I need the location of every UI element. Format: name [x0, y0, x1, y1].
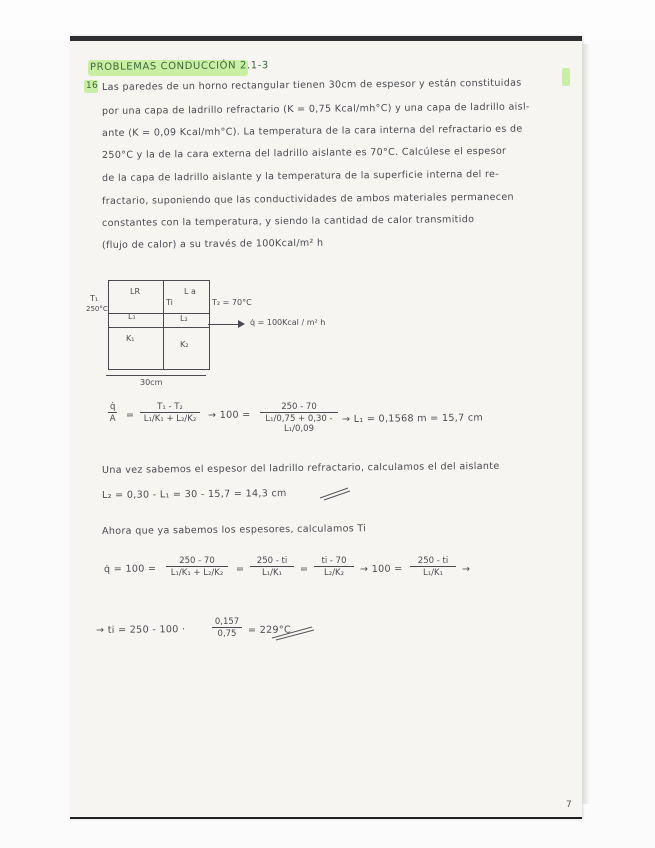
- eq4-num: 0,157: [212, 617, 242, 628]
- statement-line-5: de la capa de ladrillo aislante y la temperatura de la superficie interna del re-: [101, 168, 500, 184]
- eq1-step-fraction: [260, 402, 338, 434]
- eq1-lhs-num: q̇: [110, 402, 116, 412]
- eq1-step-den-l1: L₁: [265, 414, 274, 424]
- eq1-den-l1: L₁: [143, 414, 152, 424]
- eq3-fraction-1: [166, 556, 228, 578]
- label-refractory-layer: LR: [130, 287, 141, 296]
- text-calc-ti: Ahora que ya sabemos los espesores, calculamos Ti: [101, 523, 367, 537]
- label-k1: K₁: [126, 334, 135, 343]
- label-thickness: 30cm: [140, 378, 163, 387]
- eq1-step-den-k1: 0,75: [276, 414, 296, 424]
- eq3-f3-den: L₂/K₂: [324, 568, 344, 578]
- eq1-den-k1: K₁: [154, 414, 164, 424]
- label-heat-flux: q̇ = 100Kcal / m² h: [250, 318, 326, 327]
- eq4-fraction: [212, 617, 242, 639]
- thickness-dimension-line: [106, 375, 206, 376]
- eq2-insulating-thickness: L₂ = 0,30 - L₁ = 30 - 15,7 = 14,3 cm: [101, 488, 287, 501]
- eq1-step-den: L₁/0,75 + 0,30 - L₁/0,09: [265, 414, 333, 434]
- label-ti: Ti: [166, 298, 173, 307]
- eq3-f2-den: L₁/K₁: [262, 568, 282, 578]
- problem-number: 16: [85, 80, 99, 91]
- statement-line-6: fractario, suponiendo que las conductividades de ambos materiales permanecen: [101, 191, 514, 207]
- eq3-f4-den: L₁/K₁: [423, 568, 443, 578]
- eq1-equals: =: [125, 409, 135, 421]
- label-t2: T₂ = 70°C: [212, 298, 252, 307]
- photo-top-edge: [0, 0, 655, 40]
- margin-highlight-mark: [562, 68, 570, 86]
- statement-line-3: ante (K = 0,09 Kcal/mh°C). La temperatura de la cara interna del refractario es de: [101, 123, 523, 139]
- eq1-plus: +: [166, 414, 174, 424]
- eq3-equals-1: =: [235, 563, 245, 575]
- statement-line-1: Las paredes de un horno rectangular tienen 30cm de espesor y están constituidas: [101, 77, 522, 93]
- heat-flow-arrow: [208, 324, 240, 325]
- eq1-lhs-fraction: [108, 402, 117, 424]
- eq1-den-l2: L₂: [176, 414, 185, 424]
- eq1-step-den-k2: 0,09: [295, 424, 314, 434]
- result-double-underline: [318, 486, 352, 502]
- eq3-step: → 100 =: [359, 563, 403, 575]
- eq3-fraction-2: [250, 556, 294, 578]
- eq1-result: → L₁ = 0,1568 m = 15,7 cm: [341, 412, 484, 425]
- eq3-equals-2: =: [299, 563, 309, 575]
- eq1-lhs-den: A: [109, 414, 116, 424]
- eq3-arrow: →: [461, 563, 471, 575]
- text-insulating-thickness: Una vez sabemos el espesor del ladrillo refractario, calculamos el del aislante: [101, 460, 500, 476]
- statement-line-7: constantes con la temperatura, y siendo la cantidad de calor transmitido: [101, 214, 475, 229]
- page-number: 7: [566, 800, 572, 810]
- eq1-rhs-den: L₁/K₁ + L₂/K₂: [143, 414, 197, 424]
- eq3-f2-num: 250 - ti: [250, 556, 294, 567]
- eq1-den-k2: K₂: [187, 414, 197, 424]
- eq1-rhs-num: T₁ - T₂: [140, 402, 200, 413]
- page-title: PROBLEMAS CONDUCCIÓN 2.1-3: [89, 60, 269, 73]
- eq3-f3-num: ti - 70: [314, 556, 354, 567]
- eq1-step-den-l2: 0,30 - L₁: [284, 414, 333, 434]
- wall-divider: [163, 281, 164, 369]
- heat-flow-arrowhead: [238, 320, 245, 328]
- eq4-prefix: → ti = 250 - 100 ·: [95, 624, 186, 636]
- eq3-f4-num: 250 - ti: [410, 556, 456, 567]
- eq1-step-num: 250 - 70: [260, 402, 338, 413]
- eq4-result: = 229°C: [247, 624, 292, 636]
- page-edge-shadow: [582, 44, 590, 804]
- eq1-rhs-fraction: [140, 402, 200, 424]
- eq3-fraction-4: [410, 556, 456, 578]
- wall-row-line-2: [109, 327, 209, 328]
- eq1-step: → 100 =: [207, 409, 251, 421]
- eq3-f1-den: L₁/K₁ + L₂/K₂: [170, 568, 224, 578]
- final-result-double-underline: [270, 624, 316, 642]
- eq3-f1-num: 250 - 70: [166, 556, 228, 567]
- label-l1: L₁: [128, 312, 136, 321]
- label-l2: L₂: [180, 314, 188, 323]
- eq3-lhs: q̇ = 100 =: [103, 563, 157, 575]
- statement-line-2: por una capa de ladrillo refractario (K = 0,75 Kcal/mh°C) y una capa de ladrillo aisl-: [101, 101, 530, 117]
- wall-row-line-1: [109, 313, 209, 314]
- label-t1-value: 250°C: [86, 305, 108, 313]
- statement-line-4: 250°C y la de la cara externa del ladrillo aislante es 70°C. Calcúlese el espesor: [101, 145, 507, 161]
- label-insulating-layer: L a: [184, 287, 196, 296]
- eq4-den: 0,75: [217, 629, 237, 639]
- label-t1: T₁: [90, 294, 99, 303]
- eq3-fraction-3: [314, 556, 354, 578]
- label-k2: K₂: [180, 340, 189, 349]
- statement-line-8: (flujo de calor) a su través de 100Kcal/m² h: [101, 237, 324, 251]
